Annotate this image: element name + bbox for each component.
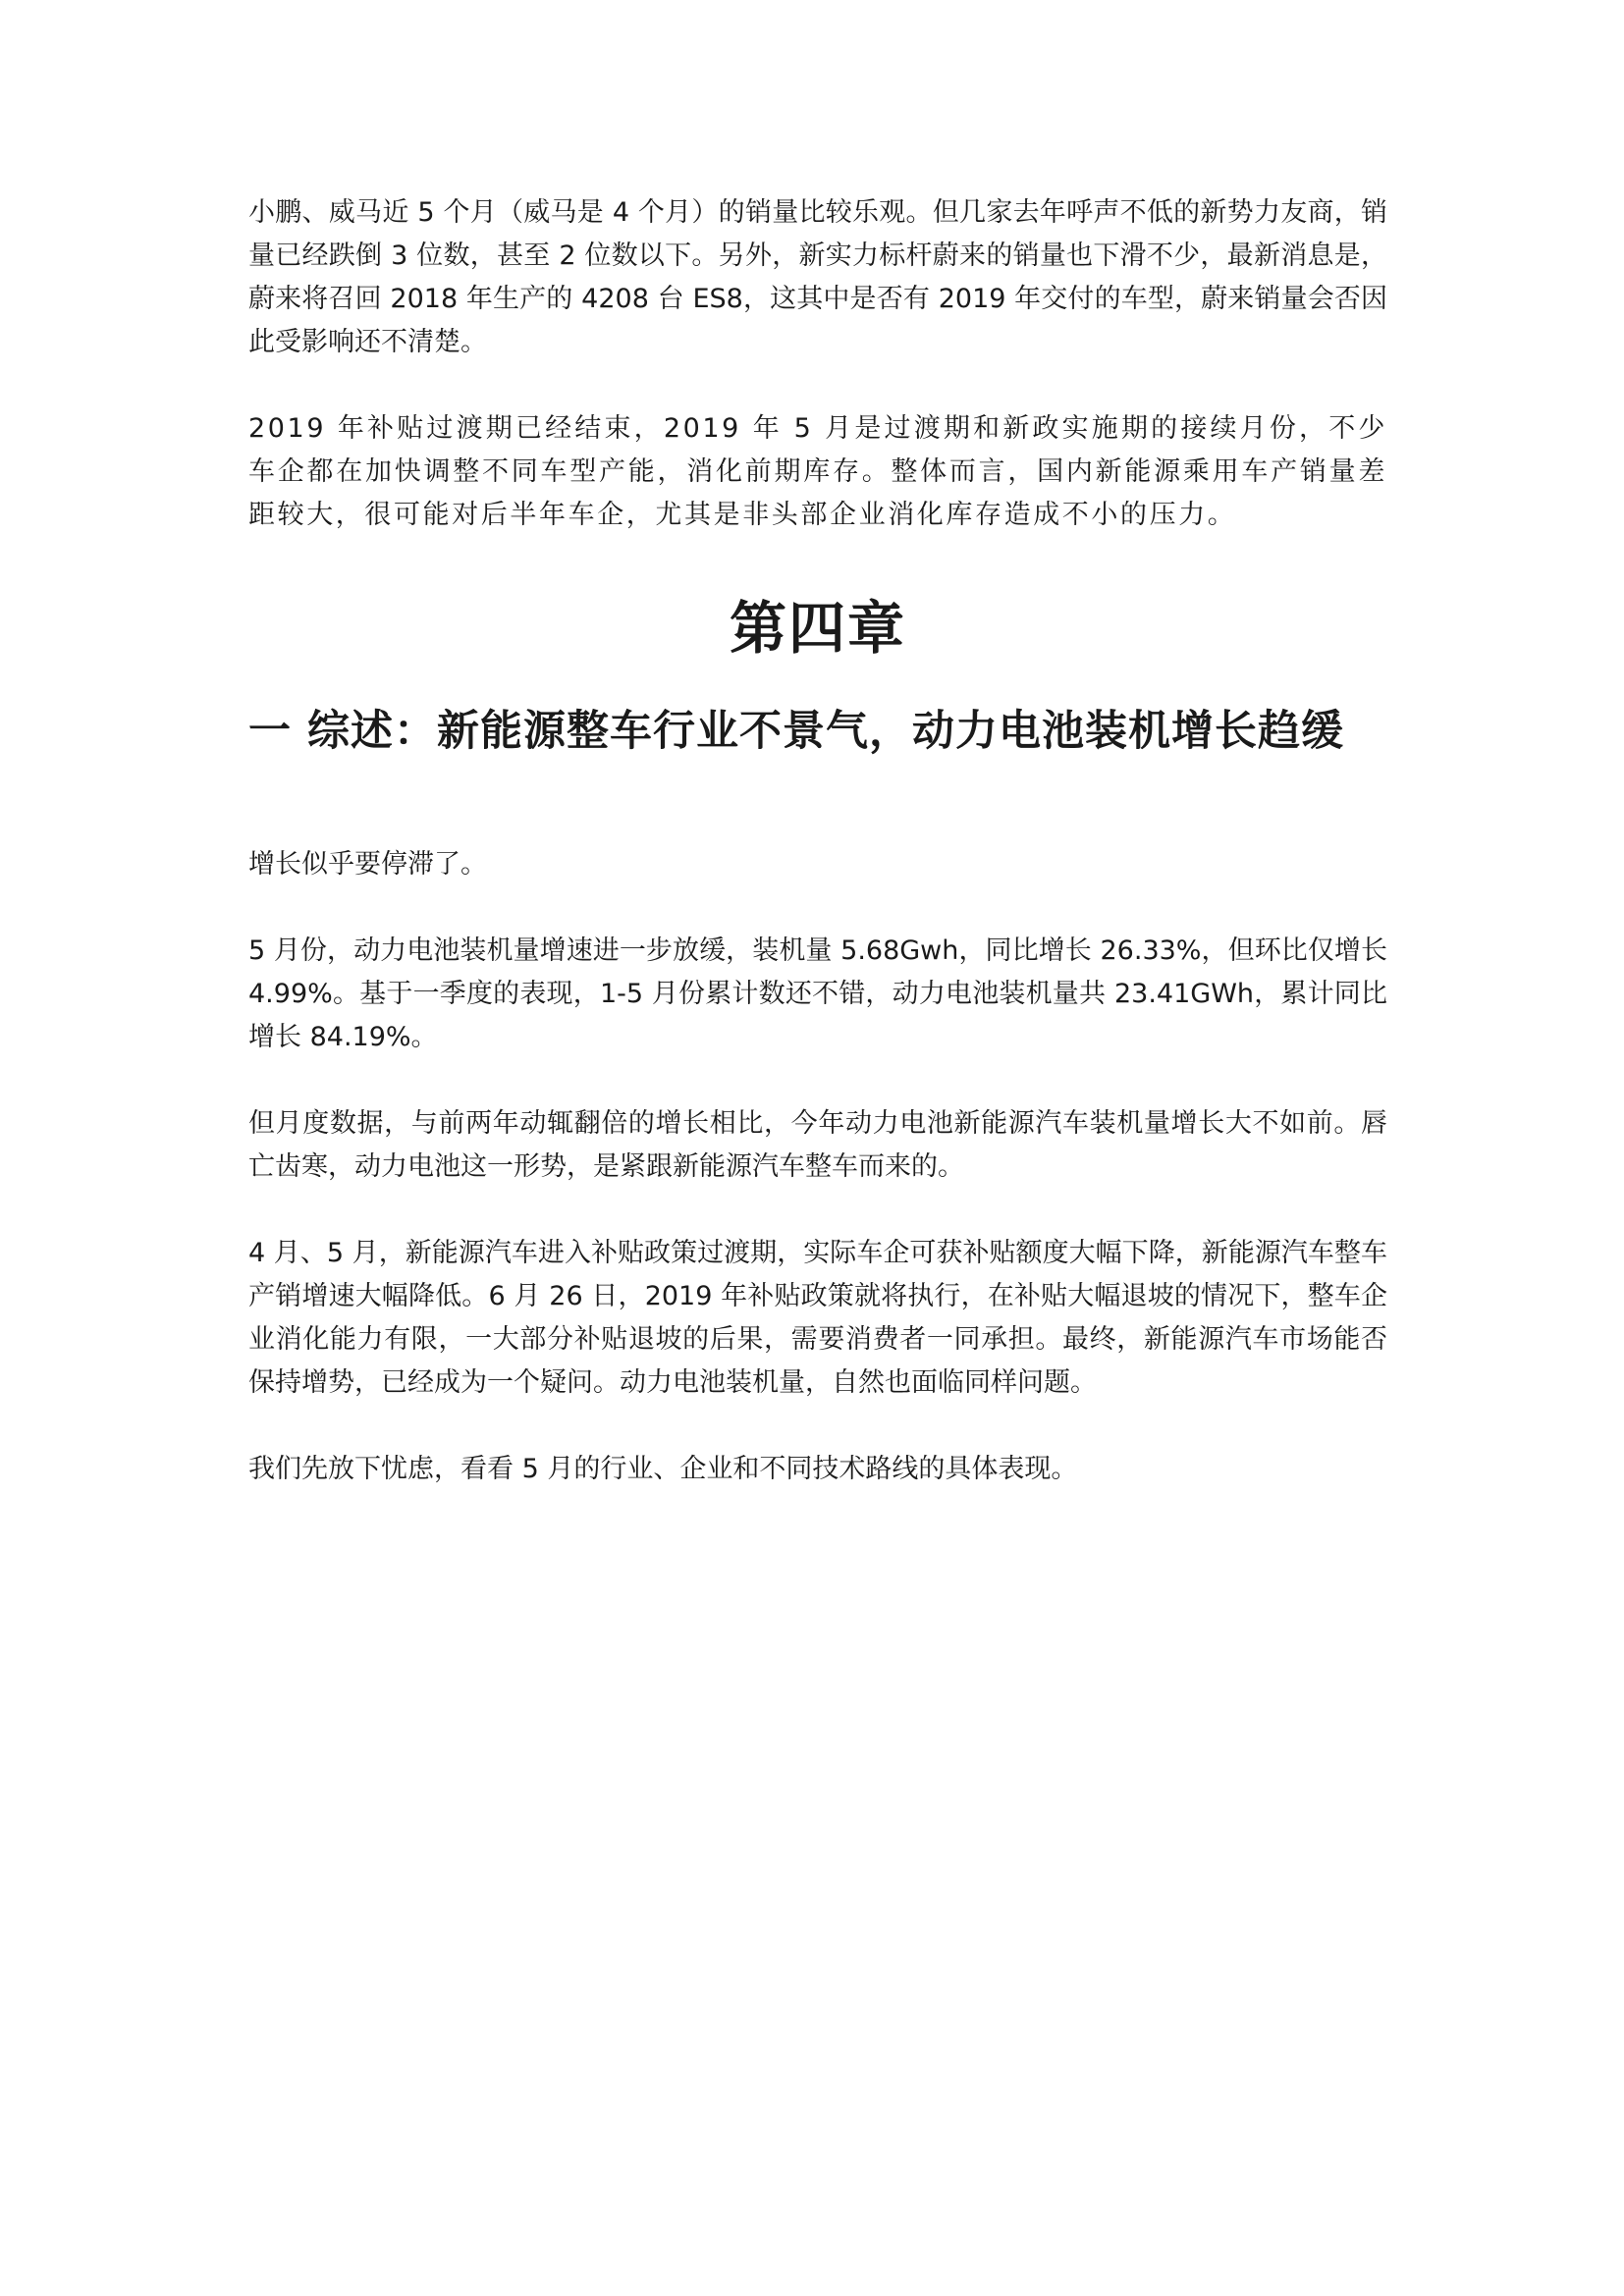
- paragraph-subsidy-policy: 4 月、5 月，新能源汽车进入补贴政策过渡期，实际车企可获补贴额度大幅下降，新能源汽车整车产销增速大幅降低。6 月 26 日，2019 年补贴政策就将执行，在补贴大幅退坡的情况下，整车企业消化能力有限，一大部分补贴退坡的后果，需要消费者一同承担。最终，新能源汽车市场能否保持增势，已经成为一个疑问。动力电池装机量，自然也面临同样问题。: [248, 1238, 1387, 1398]
- paragraph-new-forces-sales: 小鹏、威马近 5 个月（威马是 4 个月）的销量比较乐观。但几家去年呼声不低的新势力友商，销量已经跌倒 3 位数，甚至 2 位数以下。另外，新实力标杆蔚来的销量也下滑不少，最新消息是，蔚来将召回 2018 年生产的 4208 台 ES8，这其中是否有 2019 年交付的车型，蔚来销量会否因此受影响还不清楚。: [248, 197, 1387, 357]
- paragraph-subsidy-transition: 2019 年补贴过渡期已经结束，2019 年 5 月是过渡期和新政实施期的接续月份，不少车企都在加快调整不同车型产能，消化前期库存。整体而言，国内新能源乘用车产销量差距较大，很可能对后半年车企，尤其是非头部企业消化库存造成不小的压力。: [248, 413, 1387, 530]
- paragraph-may-installed-capacity: 5 月份，动力电池装机量增速进一步放缓，装机量 5.68Gwh，同比增长 26.33%，但环比仅增长 4.99%。基于一季度的表现，1-5 月份累计数还不错，动力电池装机量共 23.41GWh，累计同比增长 84.19%。: [248, 935, 1387, 1052]
- chapter-title: 第四章: [729, 595, 906, 662]
- section-heading: 一 综述：新能源整车行业不景气，动力电池装机增长趋缓: [248, 707, 1344, 756]
- page-content: [248, 191, 1387, 1491]
- paragraph-closing: 我们先放下忧虑，看看 5 月的行业、企业和不同技术路线的具体表现。: [248, 1454, 1078, 1484]
- paragraph-growth-stalling: 增长似乎要停滞了。: [248, 849, 487, 880]
- paragraph-monthly-data: 但月度数据，与前两年动辄翻倍的增长相比，今年动力电池新能源汽车装机量增长大不如前。唇亡齿寒，动力电池这一形势，是紧跟新能源汽车整车而来的。: [248, 1108, 1387, 1182]
